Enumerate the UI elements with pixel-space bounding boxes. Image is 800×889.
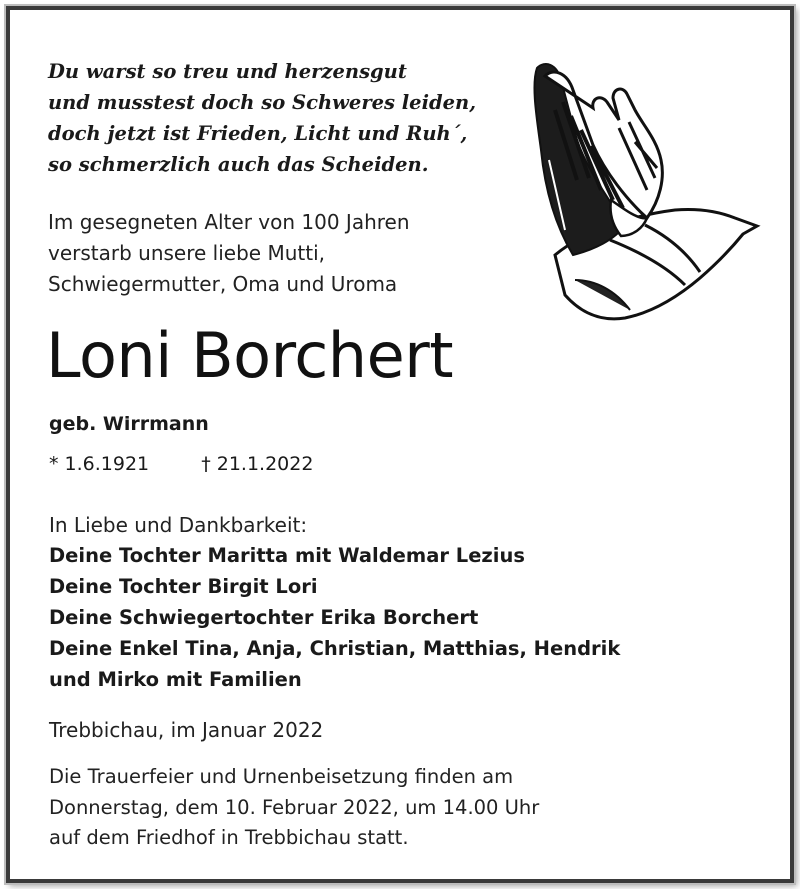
intro-line: Im gesegneten Alter von 100 Jahren (48, 210, 410, 234)
mourners-heading: In Liebe und Dankbarkeit: (49, 513, 308, 537)
mourners-list (49, 540, 620, 695)
funeral-line: auf dem Friedhof in Trebbichau statt. (49, 826, 409, 849)
mourner-line: Deine Enkel Tina, Anja, Christian, Matthias, Hendrik (49, 637, 621, 660)
funeral-line: Die Trauerfeier und Urnenbeisetzung finden am (49, 765, 514, 788)
poem-line: Du warst so treu und herzensgut (48, 60, 407, 83)
poem-line: und musstest doch so Schweres leiden, (48, 91, 476, 114)
maiden-name: geb. Wirrmann (49, 413, 209, 435)
birth-date: * 1.6.1921 (49, 453, 150, 475)
intro-text (48, 207, 410, 300)
place-date: Trebbichau, im Januar 2022 (49, 718, 324, 742)
funeral-info (49, 762, 539, 854)
intro-line: verstarb unsere liebe Mutti, (48, 241, 325, 265)
life-dates (49, 449, 313, 479)
praying-hands-icon (515, 50, 765, 325)
obituary-frame (6, 6, 794, 883)
mourner-line: Deine Tochter Maritta mit Waldemar Lezius (49, 544, 525, 567)
poem-line: so schmerzlich auch das Scheiden. (48, 153, 429, 176)
poem (48, 56, 476, 180)
deceased-name: Loni Borchert (46, 319, 454, 392)
intro-line: Schwiegermutter, Oma und Uroma (48, 272, 398, 296)
funeral-line: Donnerstag, dem 10. Februar 2022, um 14.00 Uhr (49, 795, 540, 819)
mourner-line: Deine Schwiegertochter Erika Borchert (49, 606, 479, 629)
mourner-line: Deine Tochter Birgit Lori (49, 575, 318, 598)
mourner-line: und Mirko mit Familien (49, 668, 302, 691)
death-date: † 21.1.2022 (201, 453, 314, 475)
poem-line: doch jetzt ist Frieden, Licht und Ruh´, (48, 122, 468, 145)
